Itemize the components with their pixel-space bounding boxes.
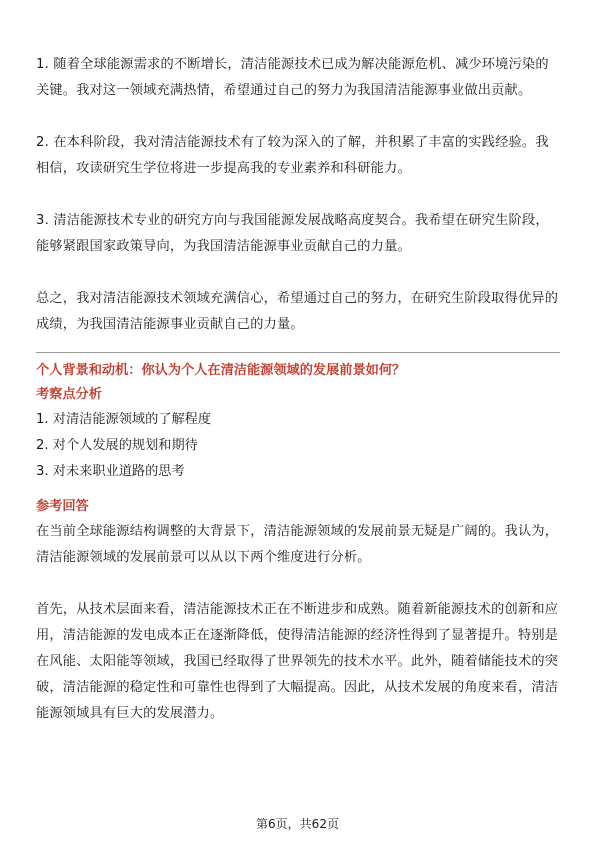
document-page — [36, 52, 560, 727]
analysis-title: 考察点分析 — [36, 387, 102, 402]
answer-paragraph-2: 首先，从技术层面来看，清洁能源技术正在不断进步和成熟。随着新能源技术的创新和应用，清洁能源的发电成本正在逐渐降低，使得清洁能源的经济性得到了显著提升。特别是在风能、太阳能等领域，我国已经取得了世界领先的技术水平。此外，随着储能技术的突破，清洁能源的稳定性和可靠性也得到了大幅提高。因此，从技术发展的角度来看，清洁能源领域具有巨大的发展潜力。 — [36, 602, 559, 721]
paragraph-point-1: 1. 随着全球能源需求的不断增长，清洁能源技术已成为解决能源危机、减少环境污染的关键。我对这一领域充满热情，希望通过自己的努力为我国清洁能源事业做出贡献。 — [36, 57, 549, 98]
analysis-item: 3. 对未来职业道路的思考 — [36, 464, 185, 479]
paragraph-point-2: 2. 在本科阶段，我对清洁能源技术有了较为深入的了解，并积累了丰富的实践经验。我相信，攻读研究生学位将进一步提高我的专业素养和科研能力。 — [36, 135, 549, 176]
analysis-item: 1. 对清洁能源领域的了解程度 — [36, 412, 212, 427]
analysis-item: 2. 对个人发展的规划和期待 — [36, 438, 198, 453]
page-number-footer: 第6页，共62页 — [256, 817, 339, 831]
answer-title: 参考回答 — [36, 499, 89, 514]
section-divider — [36, 352, 560, 353]
question-heading: 个人背景和动机：你认为个人在清洁能源领域的发展前景如何？ — [36, 363, 406, 378]
paragraph-point-3: 3. 清洁能源技术专业的研究方向与我国能源发展战略高度契合。我希望在研究生阶段，能够紧跟国家政策导向，为我国清洁能源事业贡献自己的力量。 — [36, 213, 549, 254]
answer-paragraph-1: 在当前全球能源结构调整的大背景下，清洁能源领域的发展前景无疑是广阔的。我认为，清洁能源领域的发展前景可以从以下两个维度进行分析。 — [36, 524, 559, 565]
paragraph-summary: 总之，我对清洁能源技术领域充满信心，希望通过自己的努力，在研究生阶段取得优异的成绩，为我国清洁能源事业贡献自己的力量。 — [36, 291, 559, 332]
